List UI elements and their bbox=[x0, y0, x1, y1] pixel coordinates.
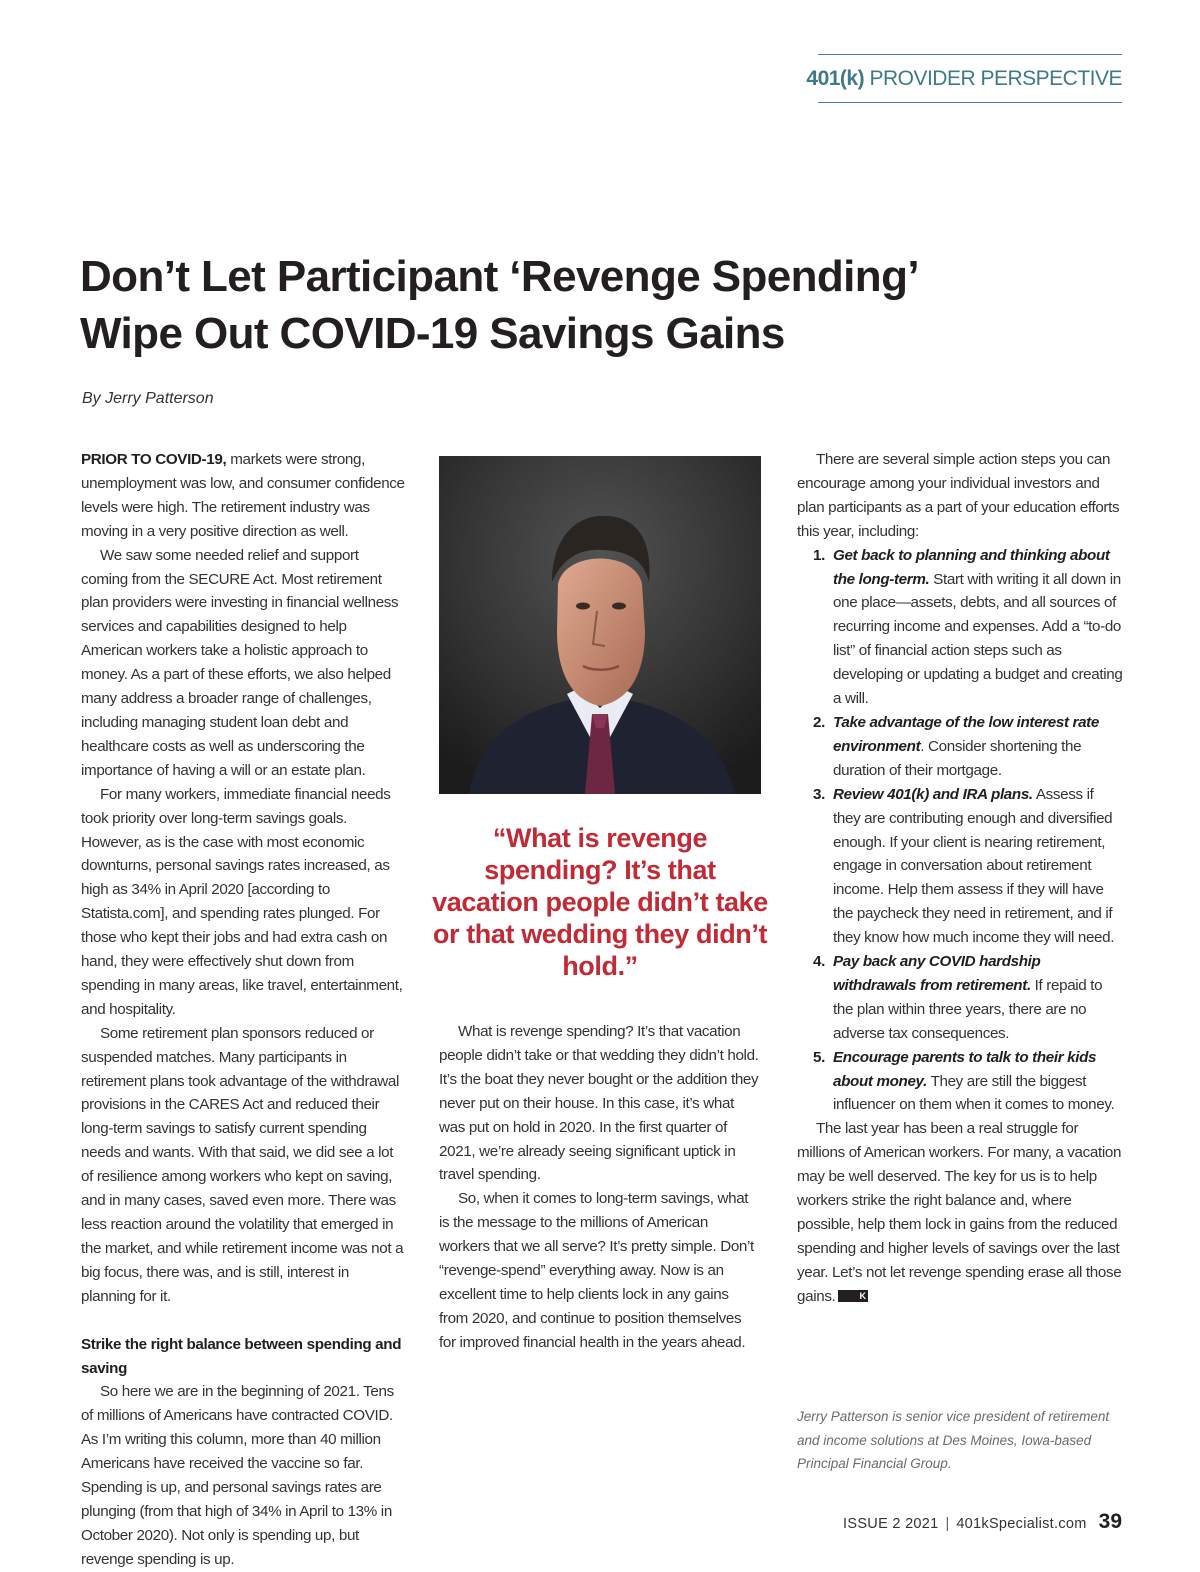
site-url: 401kSpecialist.com bbox=[956, 1516, 1087, 1532]
paragraph-9-text: The last year has been a real struggle for millions of American workers. For many, a vacation may be well deserved. The key for us is to help workers strike the right balance and, where possible, help them lock in gains from the reduced spending and higher levels of savings over the last year. Let’s not let revenge spending erase all those gains. bbox=[797, 1120, 1122, 1305]
header-rule-bottom bbox=[818, 102, 1122, 103]
paragraph-8: There are several simple action steps you can encourage among your individual investors and plan participants as a part of your education efforts this year, including: bbox=[797, 451, 1120, 540]
byline: By Jerry Patterson bbox=[82, 390, 214, 407]
action-step bbox=[797, 783, 1123, 950]
lead-in: PRIOR TO COVID-19, bbox=[81, 451, 227, 468]
step-number: 5. bbox=[813, 1048, 825, 1066]
step-lead-in: Review 401(k) and IRA plans. bbox=[833, 785, 1033, 803]
step-lead-in: Pay back any COVID hardship withdrawals from retirement. bbox=[833, 953, 1041, 994]
author-bio: Jerry Patterson is senior vice president of retirement and income solutions at Des Moines, Iowa-based Principal Financial Group. bbox=[797, 1409, 1110, 1471]
header-rule-top bbox=[818, 54, 1122, 55]
step-lead-in: Encourage parents to talk to their kids about money. bbox=[833, 1048, 1097, 1090]
action-step bbox=[797, 711, 1123, 783]
action-step bbox=[797, 544, 1123, 711]
step-lead-in: Take advantage of the low interest rate environment bbox=[833, 713, 1099, 755]
headline-line-1: Don’t Let Participant ‘Revenge Spending’ bbox=[80, 252, 919, 301]
paragraph-7: So, when it comes to long-term savings, what is the message to the millions of American workers that we all serve? It’s pretty simple. Don’t “revenge-spend” everything away. Now is an excellent time to help clients lock in any gains from 2020, and continue to position themselves for improved financial health in the years ahead. bbox=[439, 1190, 754, 1351]
step-number: 1. bbox=[813, 546, 825, 564]
section-tag-rest: PROVIDER PERSPECTIVE bbox=[869, 67, 1122, 90]
paragraph-9 bbox=[797, 1117, 1123, 1308]
author-portrait-illustration bbox=[439, 456, 761, 794]
step-number: 2. bbox=[813, 713, 825, 731]
action-step bbox=[797, 1046, 1123, 1118]
action-step bbox=[797, 950, 1123, 1046]
step-text: Start with writing it all down in one place—assets, debts, and all sources of recurring income and expenses. Add a “to-do list” of financial action steps such as developing or updating a budget and creating a will. bbox=[833, 570, 1123, 708]
paragraph-5: So here we are in the beginning of 2021. Tens of millions of Americans have contracted COVID. As I’m writing this column, more than 40 million Americans have received the vaccine so far. Spending is up, and personal savings rates are plunging (from that high of 34% in April to 13% in October 2020). Not only is spending up, but revenge spending is up. bbox=[81, 1383, 394, 1568]
author-photo bbox=[439, 456, 761, 794]
step-text: . Consider shortening the duration of their mortgage. bbox=[833, 737, 1082, 779]
section-tag bbox=[800, 67, 1122, 91]
footer-separator: | bbox=[945, 1516, 950, 1532]
page-number: 39 bbox=[1098, 1510, 1122, 1533]
step-text: They are still the biggest influencer on them when it comes to money. bbox=[833, 1072, 1115, 1114]
article-headline bbox=[80, 248, 1080, 362]
paragraph-4: Some retirement plan sponsors reduced or suspended matches. Many participants in retirement plans took advantage of the withdrawal provisions in the CARES Act and reduced their long-term savings to satisfy current spending needs and wants. With that said, we did see a lot of resilience among workers who kept on saving, and in many cases, saved even more. There was less reaction around the volatility that emerged in the market, and while retirement income was not a big focus, there was, and is still, interest in planning for it. bbox=[81, 1024, 404, 1305]
column-1 bbox=[81, 448, 407, 1572]
step-number: 4. bbox=[813, 953, 825, 971]
subhead: Strike the right balance between spending and saving bbox=[81, 1335, 402, 1377]
column-2 bbox=[439, 1020, 761, 1355]
step-lead-in: Get back to planning and thinking about the long-term. bbox=[833, 546, 1110, 588]
end-mark-icon: K bbox=[838, 1290, 867, 1302]
paragraph-6: What is revenge spending? It’s that vacation people didn’t take or that wedding they didn’t hold. It’s the boat they never bought or the addition they never put on their house. In this case, it’s what was put on hold in 2020. In the first quarter of 2021, we’re already seeing significant uptick in travel spending. bbox=[439, 1023, 759, 1184]
page-footer bbox=[843, 1510, 1122, 1534]
issue-label: ISSUE 2 2021 bbox=[843, 1516, 939, 1532]
action-steps-list bbox=[797, 544, 1123, 1118]
column-3 bbox=[797, 448, 1123, 1309]
section-tag-strong: 401(k) bbox=[806, 67, 865, 90]
step-text: If repaid to the plan within three years, there are no adverse tax consequences. bbox=[833, 976, 1103, 1042]
paragraph-1 bbox=[81, 448, 407, 544]
paragraph-3: For many workers, immediate financial needs took priority over long-term savings goals. However, as is the case with most economic downturns, personal savings rates increased, as high as 34% in April 2020 [according to Statista.com], and spending rates plunged. For those who kept their jobs and had extra cash on hand, they were effectively shut down from spending in many areas, like travel, entertainment, and hospitality. bbox=[81, 785, 403, 1018]
pull-quote: “What is revenge spending? It’s that vacation people didn’t take or that wedding they didn’t hold.” bbox=[432, 823, 768, 981]
paragraph-1-text: markets were strong, unemployment was low, and consumer confidence levels were high. The retirement industry was moving in a very positive direction as well. bbox=[81, 451, 405, 540]
step-number: 3. bbox=[813, 785, 825, 803]
headline-line-2: Wipe Out COVID-19 Savings Gains bbox=[80, 309, 785, 358]
paragraph-2: We saw some needed relief and support coming from the SECURE Act. Most retirement plan providers were investing in financial wellness services and capabilities designed to help American workers take a holistic approach to money. As a part of these efforts, we also helped many address a broader range of challenges, including managing student loan debt and healthcare costs as well as underscoring the importance of having a will or an estate plan. bbox=[81, 546, 399, 779]
step-text: Assess if they are contributing enough and diversified enough. If your client is nearing retirement, engage in conversation about retirement income. Help them assess if they will have the paycheck they need in retirement, and if they know how much income they will need. bbox=[833, 785, 1115, 947]
